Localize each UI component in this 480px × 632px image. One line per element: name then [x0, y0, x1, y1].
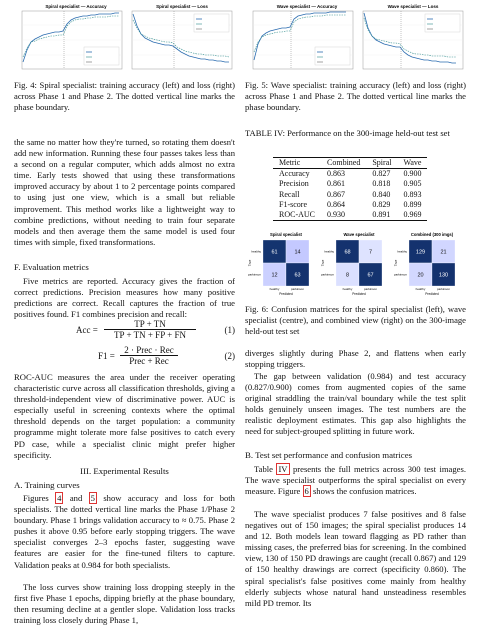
cm-y-tick: parkinson: [247, 272, 261, 277]
fig5-right-title: Wave specialist — Loss: [387, 4, 439, 9]
table-header: Spiral: [366, 158, 397, 169]
cm-y-label: True: [394, 259, 398, 267]
paragraph-intro: the same no matter how they're turned, so rotating them doesn't add new information. Running these four passes takes less than a second on a regular computer, which adds almost no extra time. Early tests showed that using these transformations improved accuracy by about 1 to 2 percentage points compared to using just one view, which is a small but reliable improvement. This method works like a lightweight way to combine predictions, without needing to train four separate models and then average them the same model is used four times with simple, fixed transformations.: [14, 137, 235, 247]
paragraph-test-metrics: [245, 464, 466, 497]
table-header-row: [273, 158, 427, 169]
table-cell: ROC-AUC: [273, 210, 321, 221]
table-cell: 0.969: [397, 210, 427, 221]
table-header: Wave: [397, 158, 427, 169]
ref-fig6-link[interactable]: 6: [304, 486, 309, 497]
eq2-number: (2): [224, 351, 235, 361]
cm-cell-value: 14: [294, 249, 301, 256]
table-row: [273, 169, 427, 180]
fig5-plots: [245, 2, 466, 77]
cm-cell-value: 67: [367, 272, 374, 279]
table-cell: 0.893: [403, 189, 422, 199]
table-header: Metric: [273, 158, 321, 169]
paragraph-loss-curves: The loss curves show training loss dropping steeply in the first five Phase 1 epochs, dipping briefly at the phase boundary, then resuming decline at a gentler slope. Validation loss tracks training loss closely during Phase 1,: [14, 582, 235, 626]
table-cell: 0.827: [372, 169, 391, 179]
paragraph-diverges: diverges slightly during Phase 2, and flattens when early stopping triggers.: [245, 348, 466, 370]
cm-title: Wave specialist: [343, 232, 375, 237]
cm-y-label: True: [321, 259, 325, 267]
text-table: Table: [254, 464, 277, 474]
table-header: Combined: [321, 158, 366, 169]
table-cell: 0.840: [372, 189, 391, 199]
section-f-heading: F. Evaluation metrics: [14, 262, 89, 272]
fig5-accuracy-panel: [253, 4, 353, 69]
table-cell: 0.905: [403, 179, 422, 189]
cm-cell-value: 21: [440, 249, 447, 256]
equation-accuracy: [14, 319, 235, 345]
cm-cell-value: 63: [294, 272, 301, 279]
ref-fig5-link[interactable]: 5: [90, 493, 95, 503]
cm-x-tick: healthy: [342, 287, 353, 291]
equation-f1: [14, 345, 235, 371]
cm-y-tick: parkinson: [393, 272, 407, 277]
cm-x-tick: healthy: [415, 287, 426, 291]
text-figures: Figures: [23, 493, 56, 503]
fig4-caption: Fig. 4: Spiral specialist: training accuracy (left) and loss (right) across Phase 1 and Phase 2. The dotted vertical line marks the phase boundary.: [14, 80, 235, 113]
eq1-denominator: TP + TN + FP + FN: [114, 330, 186, 340]
cm-y-tick: healthy: [324, 249, 334, 254]
cm-x-tick: parkinson: [436, 287, 451, 291]
table-cell: Precision: [279, 179, 309, 189]
cm-cell-value: 12: [271, 272, 278, 279]
ref-table-iv-link[interactable]: IV: [278, 464, 288, 474]
table-row: [273, 190, 427, 200]
cm-cell-value: 20: [417, 272, 424, 279]
cm-x-label: Predicted: [352, 292, 366, 296]
paragraph-gap: The gap between validation (0.984) and test accuracy (0.827/0.900) comes from augmented copies of the same original straddling the train/val boundary while the test split holds genuinely unseen images. The test numbers are the realistic deployment estimates. This gap also highlights the need for subject-grouped splitting in future work.: [245, 371, 466, 437]
eq2-lhs: F1 =: [98, 351, 115, 361]
section-b-heading: B. Test set performance and confusion matrices: [245, 450, 413, 460]
cm-title: Combined (300 imgs): [410, 232, 454, 237]
cm-title: Spiral specialist: [270, 232, 302, 237]
text-shows: shows the confusion matrices.: [310, 486, 417, 497]
ref-fig4-link[interactable]: 4: [57, 493, 62, 503]
cm-x-label: Predicted: [279, 292, 293, 296]
results-table: [273, 157, 427, 221]
fig4-left-title: Spiral specialist — Accuracy: [45, 4, 107, 9]
text-training-curves: show accuracy and loss for both specialists. The dotted vertical line marks the Phase 1/Phase 2 boundary. Phase 1 brings validation accuracy to ≈ 0.75. Phase 2 pushes it above 0.95 before early stopping triggers. The wave specialist converges 2–3 epochs faster, suggesting wave features are easier for the fine-tuned filters to capture. Validation peaks at 0.984 for both specialists.: [14, 493, 235, 570]
table-cell: 0.864: [327, 199, 346, 209]
paragraph-roc: ROC-AUC measures the area under the receiver operating characteristic curve across all classification thresholds, giving a threshold-independent view of discriminative power. AUC is especially useful in screening contexts where the optimal threshold depends on the target population: a community programme might tolerate more false positives to catch every PD case, while a specialist clinic might prefer higher specificity.: [14, 372, 235, 460]
table-row: [273, 200, 427, 210]
eq2-denominator: Prec + Rec: [129, 356, 169, 366]
eq2-fraction: [120, 345, 178, 366]
eq1-fraction: [104, 319, 196, 340]
table-cell: 0.930: [321, 210, 366, 221]
fig5-caption: Fig. 5: Wave specialist: training accuracy (left) and loss (right) across Phase 1 and Phase 2. The dotted vertical line marks the phase boundary.: [245, 80, 466, 113]
cm-y-tick: healthy: [251, 249, 261, 254]
table-row: [273, 179, 427, 189]
eq2-numerator: 2 · Prec · Rec: [120, 345, 178, 356]
table-cell: Recall: [279, 189, 300, 199]
table-cell: 0.899: [403, 199, 422, 209]
text-test-metrics: presents the full metrics across 300 test images. The wave specialist outperforms the spiral specialist on every measure. Figure: [245, 464, 466, 497]
section-iii-heading: III. Experimental Results: [80, 466, 169, 476]
table-cell: 0.900: [403, 169, 422, 179]
cm-cell-value: 7: [368, 249, 373, 256]
cm-x-tick: parkinson: [290, 287, 305, 291]
fig5-left-title: Wave specialist — Accuracy: [276, 4, 338, 9]
table-cell: 0.863: [327, 169, 346, 179]
table-cell: 0.891: [366, 210, 397, 221]
fig4-plots: [14, 2, 235, 77]
cm-cell-value: 8: [345, 272, 350, 279]
text-and: and: [63, 493, 89, 503]
paragraph-metrics: Five metrics are reported. Accuracy gives the fraction of correct predictions. Precision measures how many positive predictions are correct. Recall captures the fraction of true positives found. F1 combines precision and recall:: [14, 276, 235, 320]
cm-x-tick: healthy: [269, 287, 280, 291]
cm-x-label: Predicted: [425, 292, 439, 296]
eq1-number: (1): [224, 325, 235, 335]
paragraph-training-curves: [14, 493, 235, 571]
paragraph-confusion: The wave specialist produces 7 false positives and 8 false negatives out of 150 images; the spiral specialist produces 14 and 12. Both models lean toward flagging as PD rather than missing cases, the preferred bias for screening. In the combined view, 130 of 150 PD drawings are caught (recall 0.867) and 129 of 150 healthy drawings are correct (specificity 0.860). The spiral specialist's false positives come mainly from healthy elderly subjects whose natural hand unsteadiness resembles mild PD tremor. Its: [245, 509, 466, 608]
cm-y-tick: healthy: [397, 249, 407, 254]
cm-y-tick: parkinson: [320, 272, 334, 277]
cm-cell-value: 130: [438, 272, 449, 279]
fig4-right-title: Spiral specialist — Loss: [156, 4, 208, 9]
cm-cell-value: 68: [344, 249, 351, 256]
table-iv-caption: TABLE IV: Performance on the 300-image held-out test set: [245, 128, 450, 138]
cm-cell-value: 129: [415, 249, 426, 256]
table-row: [273, 210, 427, 221]
fig6-confusion-matrices: [245, 230, 466, 302]
fig5-loss-panel: [363, 4, 463, 69]
eq1-numerator: TP + TN: [104, 319, 196, 330]
table-cell: 0.861: [327, 179, 346, 189]
cm-x-tick: parkinson: [363, 287, 378, 291]
eq1-lhs: Acc =: [76, 325, 98, 335]
table-cell: Accuracy: [279, 169, 310, 179]
fig4-accuracy-panel: [22, 4, 122, 69]
fig6-caption: Fig. 6: Confusion matrices for the spiral specialist (left), wave specialist (centre), and combined view (right) on the 300-image held-out test set: [245, 304, 466, 337]
fig4-loss-panel: [132, 4, 232, 69]
cm-y-label: True: [248, 259, 252, 267]
section-a-heading: A. Training curves: [14, 480, 80, 490]
table-cell: 0.829: [372, 199, 391, 209]
table-cell: F1-score: [279, 199, 307, 209]
table-cell: 0.818: [372, 179, 391, 189]
table-cell: 0.867: [327, 189, 346, 199]
cm-cell-value: 61: [271, 249, 278, 256]
